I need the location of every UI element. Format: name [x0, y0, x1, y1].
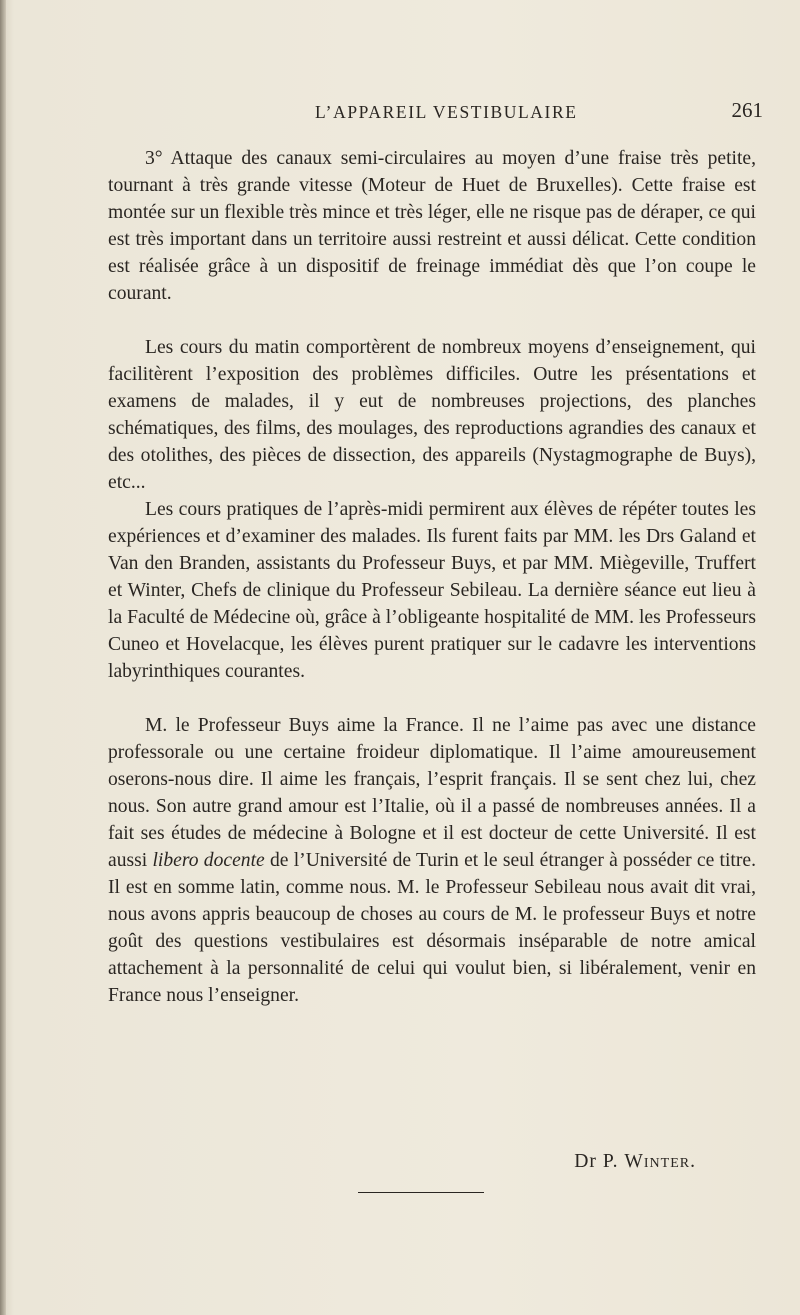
page-number: 261: [731, 98, 763, 122]
signature-title: Dr P.: [574, 1151, 619, 1172]
italic-phrase: libero docente: [152, 850, 265, 871]
paragraph-cours-matin: Les cours du matin comportèrent de nombreux moyens d’enseignement, qui facilitèrent l’exposition des problèmes difficiles. Outre les présentations et examens de malades, il y eut de nombreuses projections, des planches schématiques, des films, des moulages, des reproductions agrandies des canaux et des otolithes, des pièces de dissection, des appareils (Nystagmographe de Buys), etc...: [108, 337, 756, 493]
signature-name: Winter.: [624, 1151, 696, 1172]
running-title: L’APPAREIL VESTIBULAIRE: [315, 102, 578, 122]
paragraph-fraise: 3° Attaque des canaux semi-circulaires au moyen d’une fraise très petite, tournant à très grande vitesse (Moteur de Huet de Bruxelles). Cette fraise est montée sur un flexible très mince et très léger, elle ne risque pas de déraper, ce qui est très important dans un territoire aussi restreint et aussi délicat. Cette condition est réalisée grâce à un dispositif de freinage immédiat dès que l’on coupe le courant.: [108, 148, 756, 304]
closing-rule: [358, 1192, 484, 1193]
page-header: [108, 98, 763, 128]
paragraph-text-part: M. le Professeur Buys aime la France. Il ne l’aime pas avec une distance professorale ou une certaine froideur diplomatique. Il l’aime amoureusement oserons-nous dire. Il aime les français, l’esprit français. Il se sent chez lui, chez nous. Son autre grand amour est l’Italie, où il a passé de nombreuses années. Il a fait ses études de médecine à Bologne et il est docteur de cette Université. Il est aussi: [108, 715, 756, 871]
author-signature: [108, 1151, 696, 1173]
paragraph-professeur-buys: [108, 712, 756, 1009]
body-text: [108, 145, 756, 1009]
paragraph-text-part: de l’Université de Turin et le seul étranger à posséder ce titre. Il est en somme latin, comme nous. M. le Professeur Sebileau nous avait dit vrai, nous avons appris beaucoup de choses au cours de M. le professeur Buys et notre goût des questions vestibulaires est désormais inséparable de notre amical attachement à la personnalité de celui qui voulut bien, si libéralement, venir en France nous l’enseigner.: [108, 850, 756, 1006]
paragraph-cours-pratiques: Les cours pratiques de l’après-midi permirent aux élèves de répéter toutes les expériences et d’examiner des malades. Ils furent faits par MM. les Drs Galand et Van den Branden, assistants du Professeur Buys, et par MM. Miègeville, Truffert et Winter, Chefs de clinique du Professeur Sebileau. La dernière séance eut lieu à la Faculté de Médecine où, grâce à l’obligeante hospitalité de MM. les Professeurs Cuneo et Hovelacque, les élèves purent pratiquer sur le cadavre les interventions labyrinthiques courantes.: [108, 499, 756, 682]
book-spine-edge: [0, 0, 6, 1315]
